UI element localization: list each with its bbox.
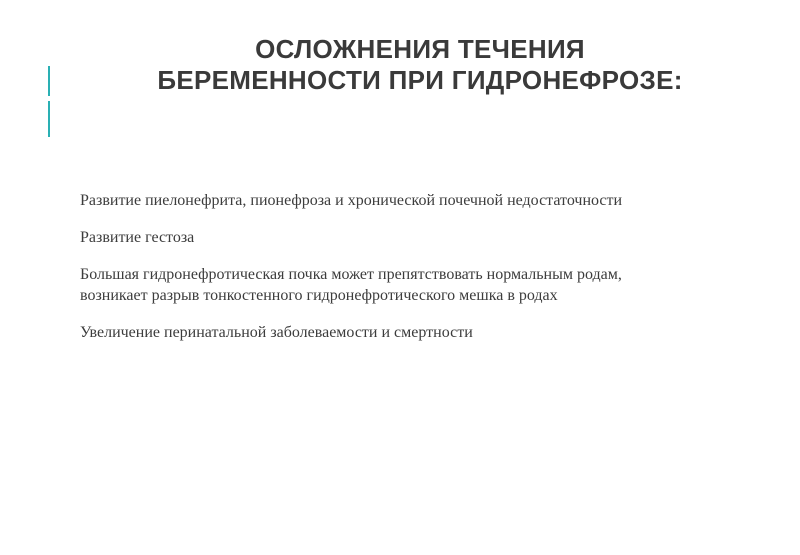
slide-title (70, 34, 770, 96)
accent-bar-top (48, 66, 50, 96)
content-list (80, 190, 640, 359)
slide-title-line-2: БЕРЕМЕННОСТИ ПРИ ГИДРОНЕФРОЗЕ: (157, 65, 683, 95)
accent-bar-bottom (48, 101, 50, 137)
list-item: Развитие пиелонефрита, пионефроза и хронической почечной недостаточности (80, 192, 623, 209)
slide-title-line-1: ОСЛОЖНЕНИЯ ТЕЧЕНИЯ (255, 34, 585, 64)
list-item: Большая гидронефротическая почка может препятствовать нормальным родам, возникает разрыв тонкостенного гидронефротического мешка в родах (80, 266, 622, 304)
list-item: Развитие гестоза (80, 229, 195, 246)
list-item: Увеличение перинатальной заболеваемости и смертности (80, 324, 473, 341)
